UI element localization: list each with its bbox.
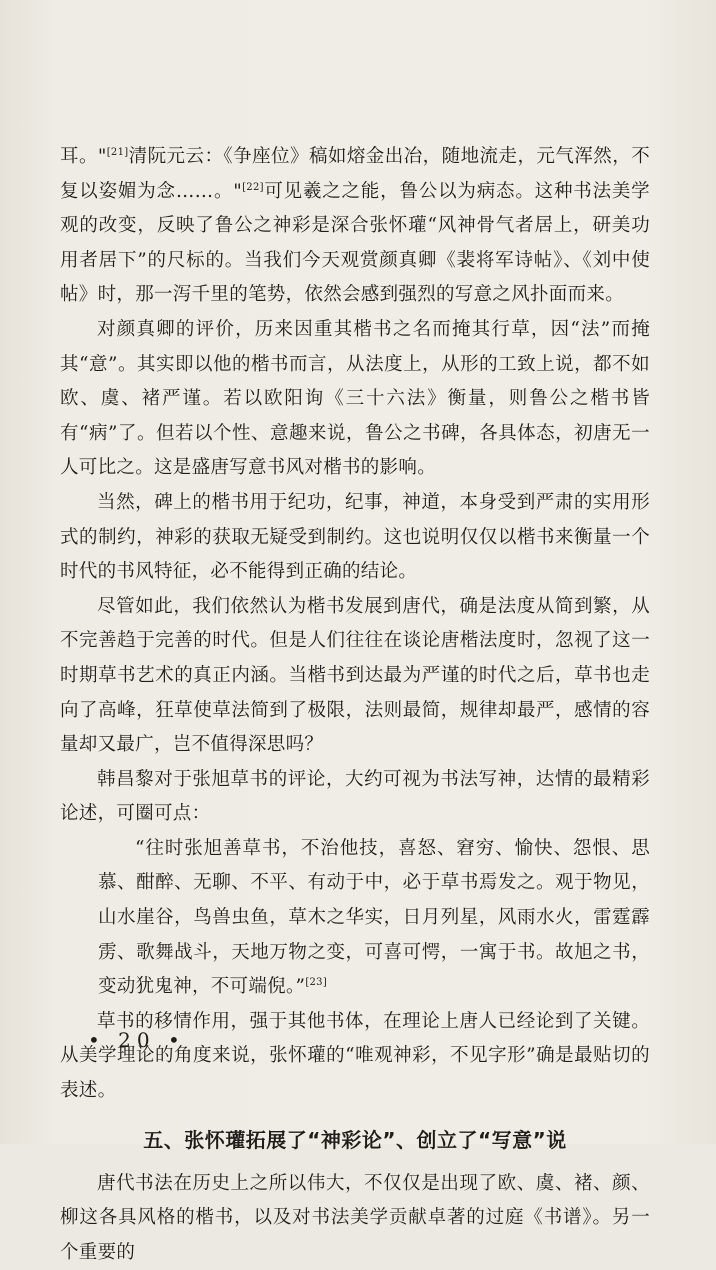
paragraph: 耳。"[21]清阮元云：《争座位》稿如熔金出冶，随地流走，元气浑然，不复以姿媚为念……。"[22]可见羲之之能，鲁公以为病态。这种书法美学观的改变，反映了鲁公之神彩是深合张怀瓘“风神骨气者居上，研美功用者居下”的尺标的。当我们今天观赏颜真卿《裴将军诗帖》、《刘中使帖》时，那一泻千里的笔势，依然会感到强烈的写意之风扑面而来。 [60,146,650,306]
paragraph: 对颜真卿的评价，历来因重其楷书之名而掩其行草，因“法”而掩其“意”。其实即以他的楷书而言，从法度上，从形的工致上说，都不如欧、虞、褚严谨。若以欧阳询《三十六法》衡量，则鲁公之楷书皆有“病”了。但若以个性、意趣来说，鲁公之书碑，各具体态，初唐无一人可比之。这是盛唐写意书风对楷书的影响。 [60,318,650,479]
block-quote [98,832,650,1005]
footnote-ref: [23] [305,977,328,989]
paragraph: 唐代书法在历史上之所以伟大，不仅仅是出现了欧、虞、褚、颜、柳这各具风格的楷书，以及对书法美学贡献卓著的过庭《书谱》。另一个重要的 [60,1172,650,1263]
footnote-ref: [21] [106,146,129,158]
paragraph: 韩昌黎对于张旭草书的评论，大约可视为书法写神，达情的最精彩论述，可圈可点： [60,768,650,825]
paragraph: 当然，碑上的楷书用于纪功，纪事，神道，本身受到严肃的实用形式的制约，神彩的获取无疑受到制约。这也说明仅仅以楷书来衡量一个时代的书风特征，必不能得到正确的结论。 [60,491,650,583]
section-heading: 五、张怀瓘拓展了“神彩论”、创立了“写意”说 [143,1127,567,1152]
quote-text: “往时张旭善草书，不治他技，喜怒、窘穷、愉快、怨恨、思慕、酣醉、无聊、不平、有动于中，必于草书焉发之。观于物见，山水崖谷，鸟兽虫鱼，草木之华实，日月列星，风雨水火，雷霆霹雳、歌舞战斗，天地万物之变，可喜可愕，一寓于书。故旭之书，变动犹鬼神，不可端倪。”[23] [98,837,650,998]
page-number: • 20 • [88,1028,186,1052]
paragraph: 尽管如此，我们依然认为楷书发展到唐代，确是法度从简到繁，从不完善趋于完善的时代。但是人们往往在谈论唐楷法度时，忽视了这一时期草书艺术的真正内涵。当楷书到达最为严谨的时代之后，草书也走向了高峰，狂草使草法简到了极限，法则最简，规律却最严，感情的容量却又最广，岂不值得深思吗？ [60,595,650,756]
footnote-ref: [22] [242,181,264,193]
page-body [60,140,650,1270]
paragraph: 草书的移情作用，强于其他书体，在理论上唐人已经论到了关键。从美学理论的角度来说，张怀瓘的“唯观神彩，不见字形”确是最贴切的表述。 [60,1010,650,1102]
